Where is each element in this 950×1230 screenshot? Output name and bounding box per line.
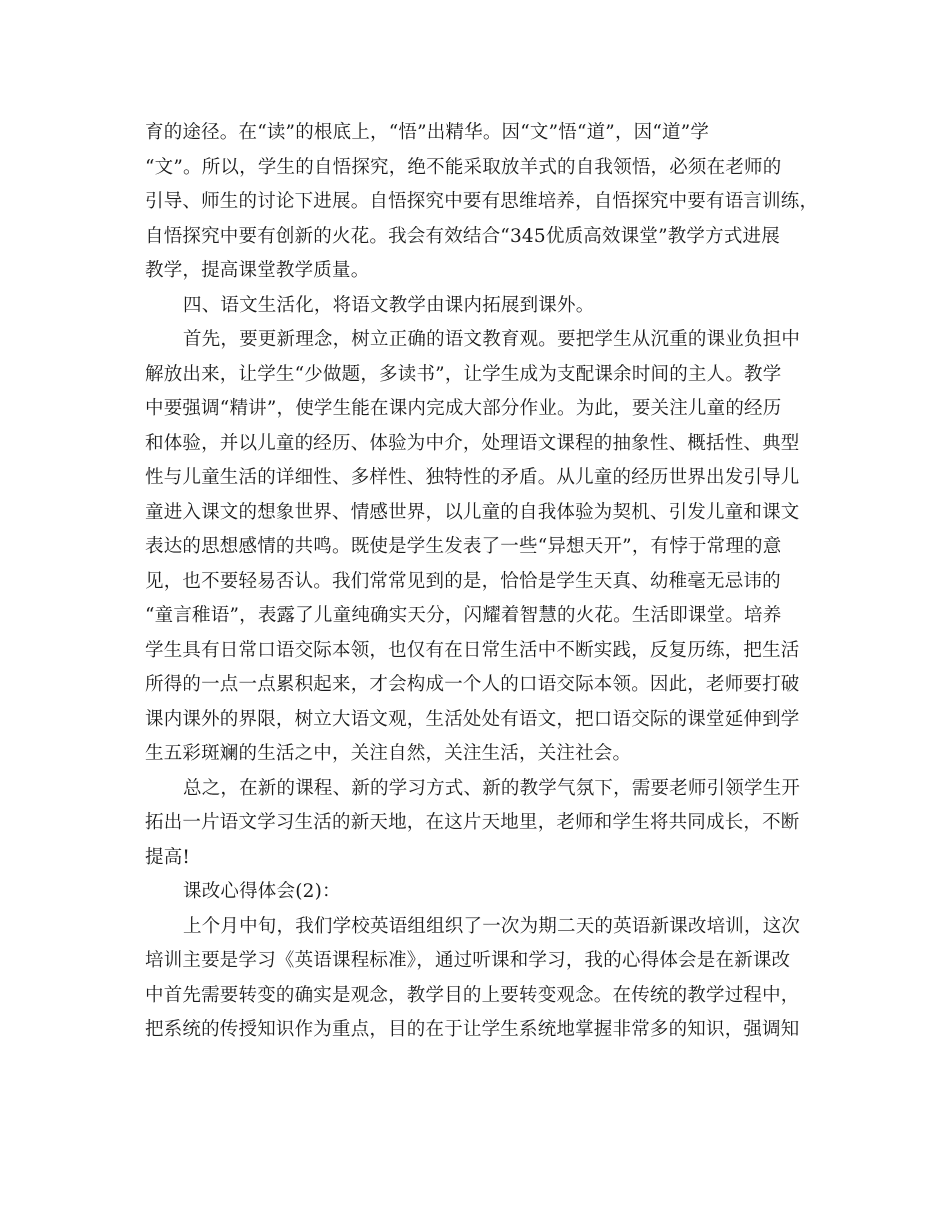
text-line: “童言稚语”，表露了儿童纯确实天分，闪耀着智慧的火花。生活即课堂。培养	[145, 605, 782, 626]
text-line: 自悟探究中要有创新的火花。我会有效结合“345优质高效课堂”教学方式进展	[145, 225, 780, 247]
text-line: 培训主要是学习《英语课程标准》，通过听课和学习，我的心得体会是在新课改	[145, 950, 791, 971]
section-heading: 课改心得体会(2)：	[183, 881, 341, 902]
text-line: 见，也不要轻易否认。我们常常见到的是，恰恰是学生天真、幼稚毫无忌讳的	[145, 570, 781, 592]
text-line: 引导、师生的讨论下进展。自悟探究中要有思维培养，自悟探究中要有语言训练，	[145, 191, 819, 212]
text-line: 童进入课文的想象世界、情感世界，以儿童的自我体验为契机、引发儿童和课文	[145, 501, 800, 523]
text-line: 课内课外的界限，树立大语文观，生活处处有语文，把口语交际的课堂延伸到学	[145, 708, 800, 730]
paragraph-start-line: 上个月中旬，我们学校英语组组织了一次为期二天的英语新课改培训，这次	[183, 915, 801, 937]
text-line: 提高!	[145, 846, 191, 868]
body-text	[145, 116, 819, 1048]
text-line: 学生具有日常口语交际本领，也仅有在日常生活中不断实践，反复历练，把生活	[145, 639, 800, 661]
text-line: 中首先需要转变的确实是观念，教学目的上要转变观念。在传统的教学过程中，	[145, 984, 800, 1006]
text-line: 育的途径。在“读”的根底上，“悟”出精华。因“文”悟“道”，因“道”学	[145, 122, 710, 143]
text-line: 把系统的传授知识作为重点，目的在于让学生系统地掌握非常多的知识，强调知	[145, 1019, 800, 1040]
text-line: 解放出来，让学生“少做题，多读书”，让学生成为支配课余时间的主人。教学	[145, 363, 782, 385]
text-line: 生五彩斑斓的生活之中，关注自然，关注生活，关注社会。	[145, 743, 632, 764]
text-line: 表达的思想感情的共鸣。既使是学生发表了一些“异想天开”，有悖于常理的意	[145, 536, 782, 557]
text-line: 教学，提高课堂教学质量。	[145, 260, 370, 281]
text-line: “文”。所以，学生的自悟探究，绝不能采取放羊式的自我领悟，必须在老师的	[145, 156, 782, 178]
text-line: 所得的一点一点累积起来，才会构成一个人的口语交际本领。因此，老师要打破	[145, 674, 800, 695]
text-line: 和体验，并以儿童的经历、体验为中介，处理语文课程的抽象性、概括性、典型	[145, 432, 800, 454]
text-line: 中要强调“精讲”，使学生能在课内完成大部分作业。为此，要关注儿童的经历	[145, 398, 782, 419]
paragraph-start-line: 首先，要更新理念，树立正确的语文教育观。要把学生从沉重的课业负担中	[183, 329, 801, 350]
text-line: 性与儿童生活的详细性、多样性、独特性的矛盾。从儿童的经历世界出发引导儿	[145, 467, 800, 488]
text-line: 拓出一片语文学习生活的新天地，在这片天地里，老师和学生将共同成长，不断	[145, 812, 800, 833]
section-heading: 四、语文生活化，将语文教学由课内拓展到课外。	[183, 294, 595, 316]
paragraph-start-line: 总之，在新的课程、新的学习方式、新的教学气氛下，需要老师引领学生开	[183, 777, 801, 799]
